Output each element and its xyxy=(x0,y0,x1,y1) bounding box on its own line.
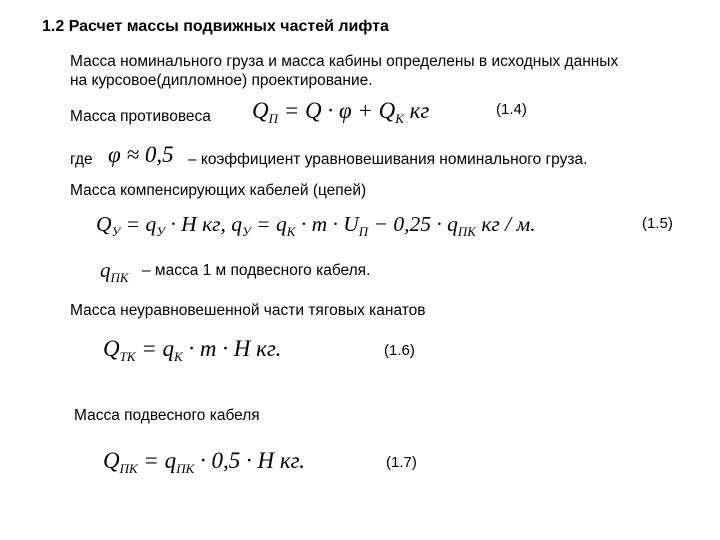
ropes-label: Масса неуравновешенной части тяговых канатов xyxy=(70,302,426,319)
qpk-description: – масса 1 м подвесного кабеля. xyxy=(142,262,371,279)
equation-1-4: $Q_П = Q \cdot \varphi + Q_К$ кг xyxy=(252,98,430,126)
cables-label: Масса компенсирующих кабелей (цепей) xyxy=(70,182,367,199)
qpk-symbol: $q_{ПК}$ xyxy=(100,258,129,285)
where-label: где xyxy=(70,151,93,168)
counterweight-label: Масса противовеса xyxy=(70,108,211,125)
intro-line-1: Масса номинального груза и масса кабины определены в исходных данных xyxy=(70,53,619,70)
hanging-cable-label: Масса подвесного кабеля xyxy=(74,407,260,424)
equation-1-7: $Q_{ПК} = q_{ПК} \cdot 0,5 \cdot H$ кг. xyxy=(103,448,306,476)
equation-number-1-7: (1.7) xyxy=(386,454,417,471)
equation-1-5: $Q_У = q_У \cdot H$ кг, $q_У = q_К \cdot m \cdot U_П - 0,25 \cdot q_{ПК}$ кг / м. xyxy=(96,212,536,239)
phi-description: – коэффициент уравновешивания номинального груза. xyxy=(188,151,588,168)
equation-number-1-5: (1.5) xyxy=(642,215,673,232)
equation-number-1-6: (1.6) xyxy=(384,342,415,359)
section-heading: 1.2 Расчет массы подвижных частей лифта xyxy=(42,18,389,35)
intro-line-2: на курсовое(дипломное) проектирование. xyxy=(70,72,373,89)
phi-expression: φ ≈ 0,5 xyxy=(108,142,174,167)
equation-1-6: $Q_{ТК} = q_К \cdot m \cdot H$ кг. xyxy=(103,336,282,364)
equation-number-1-4: (1.4) xyxy=(496,101,527,118)
